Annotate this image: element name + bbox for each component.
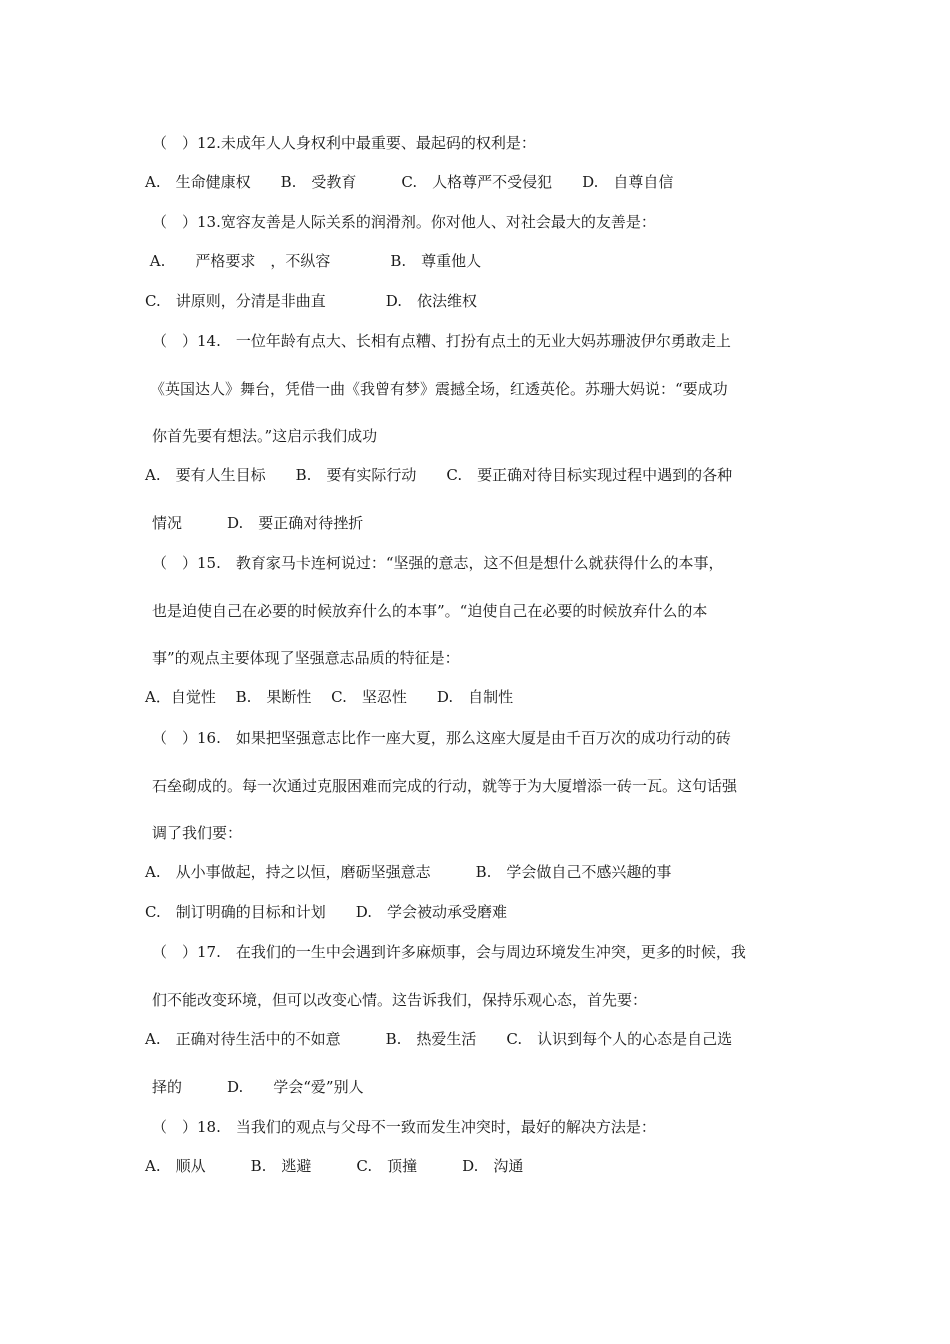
options-q14-1: A. 要有人生目标 B. 要有实际行动 C. 要正确对待目标实现过程中遇到的各种: [145, 466, 733, 484]
options-q13-ab: A. 严格要求 ，不纵容 B. 尊重他人: [145, 252, 482, 270]
options-q17-2: 择的 D. 学会“爱”别人: [152, 1078, 364, 1096]
options-q13-cd: C. 讲原则，分清是非曲直 D. 依法维权: [145, 292, 477, 310]
line-q16-3: 调了我们要：: [152, 824, 243, 842]
line-q17-1: （ ）17. 在我们的一生中会遇到许多麻烦事，会与周边环境发生冲突，更多的时候，我: [152, 943, 746, 961]
line-q14-2: 《英国达人》舞台，凭借一曲《我曾有梦》震撼全场，红透英伦。苏珊大妈说：“要成功: [150, 380, 728, 398]
line-q12: （ ）12.未成年人人身权利中最重要、最起码的权利是：: [152, 134, 536, 152]
line-q16-2: 石垒砌成的。每一次通过克服困难而完成的行动，就等于为大厦增添一砖一瓦。这句话强: [152, 777, 738, 795]
line-q16-1: （ ）16. 如果把坚强意志比作一座大夏，那么这座大厦是由千百万次的成功行动的砖: [152, 729, 731, 747]
line-q14-3: 你首先要有想法。”这启示我们成功: [152, 427, 378, 445]
options-q12: A. 生命健康权 B. 受教育 C. 人格尊严不受侵犯 D. 自尊自信: [145, 173, 674, 191]
line-q13: （ ）13.宽容友善是人际关系的润滑剂。你对他人、对社会最大的友善是：: [152, 213, 656, 231]
options-q18: A. 顺从 B. 逃避 C. 顶撞 D. 沟通: [145, 1157, 524, 1175]
line-q15-1: （ ）15. 教育家马卡连柯说过：“坚强的意志，这不但是想什么就获得什么的本事，: [152, 554, 724, 572]
line-q17-2: 们不能改变环境，但可以改变心情。这告诉我们，保持乐观心态，首先要：: [152, 991, 648, 1009]
options-q14-2: 情况 D. 要正确对待挫折: [152, 514, 364, 532]
options-q17-1: A. 正确对待生活中的不如意 B. 热爱生活 C. 认识到每个人的心态是自己选: [145, 1030, 733, 1048]
options-q16-ab: A. 从小事做起，持之以恒，磨砺坚强意志 B. 学会做自己不感兴趣的事: [145, 863, 672, 881]
line-q18: （ ）18. 当我们的观点与父母不一致而发生冲突时，最好的解决方法是：: [152, 1118, 656, 1136]
line-q15-2: 也是迫使自己在必要的时候放弃什么的本事”。“迫使自己在必要的时候放弃什么的本: [152, 602, 708, 620]
options-q16-cd: C. 制订明确的目标和计划 D. 学会被动承受磨难: [145, 903, 507, 921]
line-q14-1: （ ）14. 一位年龄有点大、长相有点糟、打扮有点土的无业大妈苏珊波伊尔勇敢走上: [152, 332, 731, 350]
line-q15-3: 事”的观点主要体现了坚强意志品质的特征是：: [152, 649, 460, 667]
options-q15: A．自觉性 B. 果断性 C. 坚忍性 D. 自制性: [145, 688, 514, 706]
